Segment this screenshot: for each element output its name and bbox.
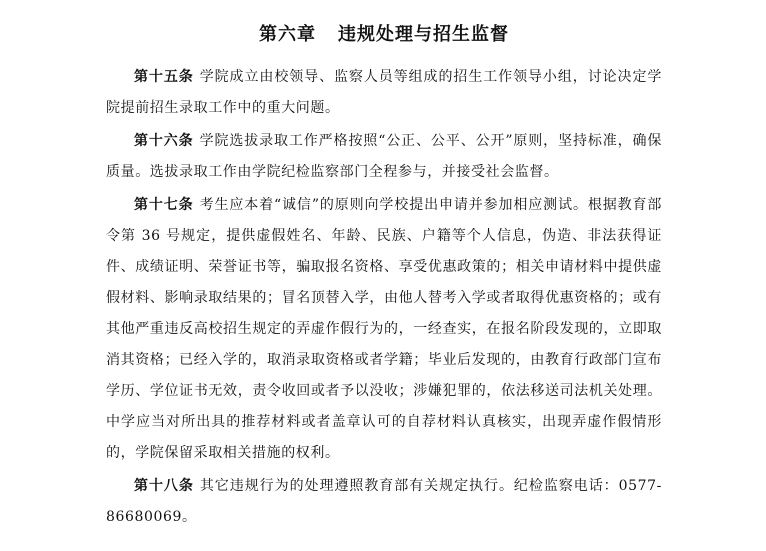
article-number: 第十七条 (134, 197, 194, 213)
chapter-title: 违规处理与招生监督 (338, 24, 509, 45)
article-18 (106, 471, 662, 533)
article-15 (106, 62, 662, 124)
article-text: 学院成立由校领导、监察人员等组成的招生工作领导小组，讨论决定学院提前招生录取工作中的重大问题。 (106, 69, 662, 116)
article-16 (106, 126, 662, 188)
article-text: 其它违规行为的处理遵照教育部有关规定执行。纪检监察电话：0577-86680069。 (106, 478, 662, 525)
article-number: 第十五条 (134, 69, 194, 85)
article-text: 学院选拔录取工作严格按照“公正、公平、公开”原则，坚持标准，确保质量。选拔录取工作由学院纪检监察部门全程参与，并接受社会监督。 (106, 133, 663, 180)
chapter-heading (106, 22, 662, 48)
chapter-number: 第六章 (259, 24, 316, 45)
article-number: 第十六条 (134, 133, 194, 149)
article-number: 第十八条 (134, 478, 194, 494)
article-text: 考生应本着“诚信”的原则向学校提出申请并参加相应测试。根据教育部令第 36 号规定，提供虚假姓名、年龄、民族、户籍等个人信息，伪造、非法获得证件、成绩证明、荣誉证书等，骗取报名资格、享受优惠政策的；相关申请材料中提供虚假材料、影响录取结果的；冒名顶替入学，由他人替考入学或者取得优惠资格的；或有其他严重违反高校招生规定的弄虚作假行为的，一经查实，在报名阶段发现的，立即取消其资格；已经入学的，取消录取资格或者学籍；毕业后发现的，由教育行政部门宣布学历、学位证书无效，责令收回或者予以没收；涉嫌犯罪的，依法移送司法机关处理。中学应当对所出具的推荐材料或者盖章认可的自荐材料认真核实，出现弄虚作假情形的，学院保留采取相关措施的权利。 (106, 197, 663, 461)
article-17 (106, 190, 662, 469)
